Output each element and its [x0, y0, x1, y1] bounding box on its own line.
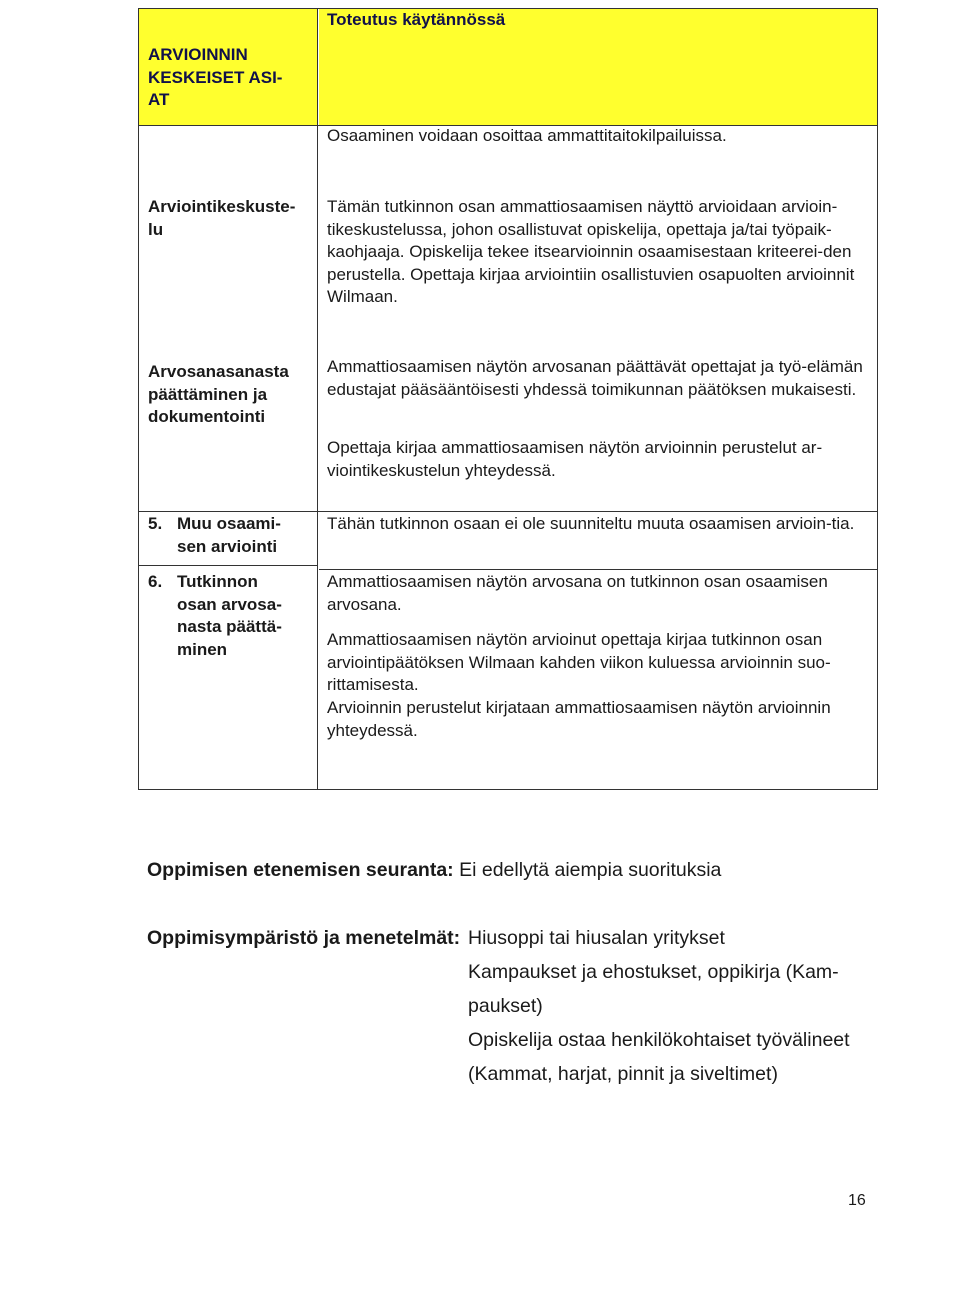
assessment-table	[138, 8, 878, 790]
progress-value: Ei edellytä aiempia suorituksia	[459, 859, 722, 881]
competition-note: Osaaminen voidaan osoittaa ammattitaitokilpailuissa.	[327, 126, 727, 145]
header-right-title: Toteutus käytännössä	[327, 10, 506, 29]
progress-label: Oppimisen etenemisen seuranta:	[147, 859, 454, 881]
column-divider	[317, 9, 318, 789]
environment-line: (Kammat, harjat, pinnit ja siveltimet)	[468, 1063, 778, 1085]
environment-line: Kampaukset ja ehostukset, oppikirja (Kam-	[468, 961, 839, 983]
environment-line: Opiskelija ostaa henkilökohtaiset työvälineet	[468, 1029, 850, 1051]
row-number: 5.	[148, 514, 163, 533]
header-left-title: ARVIOINNIN KESKEISET ASI-AT	[148, 45, 283, 110]
environment-label: Oppimisympäristö ja menetelmät:	[147, 927, 461, 949]
row-divider	[139, 511, 877, 512]
environment-line: paukset)	[468, 995, 543, 1017]
environment-line: Hiusoppi tai hiusalan yritykset	[468, 927, 725, 949]
row-text-tutkinnon-osan-arvosana-2: Ammattiosaamisen näytön arvioinut opettaja kirjaa tutkinnon osan arviointipäätöksen Wilmaan kahden viikon kuluessa arvioinnin suo-rittamisesta.	[327, 630, 831, 695]
row-text-arviointikeskustelu: Tämän tutkinnon osan ammattiosaamisen näyttö arvioidaan arvioin-tikeskustelussa, johon osallistuvat opiskelija, opettaja ja/tai työpaik-kaohjaaja. Opiskelija tekee itsearvioinnin osaamisestaan kriteerei-den perustella. Opettaja kirjaa arviointiin osallistuvien osapuolten arvioinnit Wilmaan.	[327, 197, 855, 307]
row-text-muu-osaaminen: Tähän tutkinnon osaan ei ole suunniteltu muuta osaamisen arvioin-tia.	[327, 514, 855, 533]
row-label-text: Muu osaami-sen arviointi	[177, 514, 281, 556]
progress-line	[147, 853, 721, 887]
row-text-arvosana-1: Ammattiosaamisen näytön arvosanan päättävät opettajat ja työ-elämän edustajat pääsääntöisesti yhdessä toimikunnan päätöksen mukaisesti.	[327, 357, 863, 399]
page-number: 16	[848, 1192, 866, 1209]
row-text-arvosana-2: Opettaja kirjaa ammattiosaamisen näytön arvioinnin perustelut ar-viointikeskustelun yhteydessä.	[327, 438, 823, 480]
row-label-arviointikeskustelu: Arviointikeskuste-lu	[148, 197, 296, 239]
environment-list	[468, 921, 888, 1091]
row-text-tutkinnon-osan-arvosana-3: Arvioinnin perustelut kirjataan ammattiosaamisen näytön arvioinnin yhteydessä.	[327, 698, 831, 740]
row-label-muu-osaaminen	[148, 513, 308, 558]
row-label-tutkinnon-osan-arvosana	[148, 571, 308, 661]
row-label-text: Tutkinnon osan arvosa-nasta päättä-minen	[177, 572, 282, 659]
row-label-arvosana: Arvosanasanasta päättäminen ja dokumentointi	[148, 362, 289, 427]
row-divider	[139, 565, 317, 566]
row-number: 6.	[148, 572, 163, 591]
row-divider	[319, 569, 877, 570]
environment-label-line	[147, 921, 460, 955]
row-text-tutkinnon-osan-arvosana-1: Ammattiosaamisen näytön arvosana on tutkinnon osan osaamisen arvosana.	[327, 572, 828, 614]
